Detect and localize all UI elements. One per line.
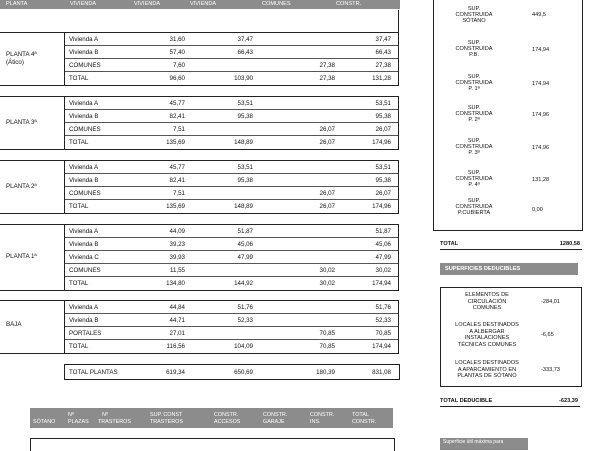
total-plantas-row: TOTAL PLANTAS 619,34 650,69 180,39 831,08 bbox=[64, 364, 400, 380]
header-planta: PLANTA bbox=[6, 1, 28, 7]
table-row: COMUNES 7,51 26,07 26,07 bbox=[65, 187, 398, 200]
superficie-maxima-header: Superficie útil máxima para bbox=[440, 438, 528, 450]
planta-label: PLANTA 1ª bbox=[6, 253, 37, 260]
resumen-total: TOTAL 1280,58 bbox=[440, 240, 582, 250]
table-row: Vivienda A 44,84 51,76 51,76 bbox=[65, 301, 398, 314]
table-row: PORTALES 27,01 70,85 70,85 bbox=[65, 327, 398, 340]
table-row: Vivienda A 45,77 53,51 53,51 bbox=[65, 97, 398, 110]
resumen-item: SUP. CONSTRUIDA P. 4ª bbox=[455, 170, 493, 188]
resumen-item: SUP. CONSTRUIDA SÓTANO bbox=[455, 6, 493, 24]
planta-2-block bbox=[0, 160, 399, 214]
table-row-total: TOTAL 135,69 148,89 26,07 174,96 bbox=[69, 203, 391, 210]
planta-label: PLANTA 2ª bbox=[6, 183, 37, 190]
header-constr: CONSTR. bbox=[336, 1, 362, 7]
table-row-total: TOTAL 135,69 148,89 26,07 174,96 bbox=[69, 139, 391, 146]
sotano-header: SÓTANO Nº PLAZAS Nº TRASTEROS SUP. CONST TRASTEROS CONSTR. ACCESOS CONSTR. GARAJE CONSTR. INS. TOTAL CONSTR. bbox=[30, 408, 393, 428]
planta-baja-block bbox=[0, 300, 399, 354]
deducibles-box: ELEMENTOS DE CIRCULACIÓN COMUNES -284,01 LOCALES DESTINADOS A ALBERGAR INSTALACIONES TÉCNICAS COMUNES -6,65 LOCALES DESTINADOS A APARCAMIENTO EN PLANTAS DE SÓTANO -333,73 bbox=[440, 287, 582, 387]
table-row: Vivienda C 39,93 47,99 47,99 bbox=[65, 251, 398, 264]
table-row: COMUNES 11,55 30,02 30,02 bbox=[65, 264, 398, 277]
table-row: Vivienda A 31,60 37,47 37,47 bbox=[65, 33, 398, 46]
header-vivienda: VIVIENDA bbox=[70, 1, 97, 7]
resumen-item: SUP. CONSTRUIDA P. 3ª bbox=[455, 138, 493, 156]
planta-4-block bbox=[0, 32, 399, 86]
deducible-item: LOCALES DESTINADOS A ALBERGAR INSTALACIONES TÉCNICAS COMUNES bbox=[455, 322, 519, 348]
resumen-item: SUP. CONSTRUIDA P.CUBIERTA bbox=[455, 198, 493, 216]
table-row-total: TOTAL 116,56 104,09 70,85 174,94 bbox=[69, 343, 391, 350]
table-row: COMUNES 7,60 27,38 27,38 bbox=[65, 59, 398, 72]
deducibles-header: SUPERFICIES DEDUCIBLES bbox=[440, 263, 578, 275]
resumen-item: SUP. CONSTRUIDA P. 1ª bbox=[455, 74, 493, 92]
resumen-item: SUP. CONSTRUIDA P.B. bbox=[455, 40, 493, 58]
resumen-box: SUP. CONSTRUIDA SÓTANO 449,5 SUP. CONSTRUIDA P.B. 174,94 SUP. CONSTRUIDA P. 1ª 174,94 SUP. CONSTRUIDA P. 2ª 174,96 SUP. CONSTRUIDA P. 3ª 174,96 SUP. CONSTRUIDA P. 4ª 131,28 SUP. CONSTRUIDA P.CUBIERTA 0,00 bbox=[433, 0, 583, 231]
table-row: Vivienda B 44,71 52,33 52,33 bbox=[65, 314, 398, 327]
resumen-item: SUP. CONSTRUIDA P. 2ª bbox=[455, 105, 493, 123]
header-comunes: COMUNES bbox=[262, 1, 291, 7]
table-row: Vivienda A 44,09 51,87 51,87 bbox=[65, 225, 398, 238]
table-row: Vivienda B 57,40 66,43 66,43 bbox=[65, 46, 398, 59]
planta-label: PLANTA 4ª (Ático) bbox=[6, 51, 37, 66]
planta-label: PLANTA 3ª bbox=[6, 119, 37, 126]
deducible-item: LOCALES DESTINADOS A APARCAMIENTO EN PLANTAS DE SÓTANO bbox=[455, 360, 519, 379]
table-header bbox=[0, 0, 400, 9]
table-row: Vivienda B 39,23 45,06 45,06 bbox=[65, 238, 398, 251]
table-row: COMUNES 7,51 26,07 26,07 bbox=[65, 123, 398, 136]
total-deducible: TOTAL DEDUCIBLE -623,39 bbox=[440, 397, 580, 407]
table-row-total: TOTAL 96,60 103,90 27,38 131,28 bbox=[69, 75, 391, 82]
table-row: Vivienda B 82,41 95,38 95,38 bbox=[65, 174, 398, 187]
table-row: Vivienda B 82,41 95,38 95,38 bbox=[65, 110, 398, 123]
deducible-item: ELEMENTOS DE CIRCULACIÓN COMUNES bbox=[465, 292, 509, 311]
sotano-row bbox=[30, 438, 395, 451]
planta-3-block bbox=[0, 96, 399, 150]
planta-1-block bbox=[0, 224, 399, 291]
table-row-total: TOTAL 134,80 144,92 30,02 174,94 bbox=[69, 280, 391, 287]
table-row: Vivienda A 45,77 53,51 53,51 bbox=[65, 161, 398, 174]
header-vivienda-const: VIVIENDA bbox=[190, 1, 217, 7]
planta-label: BAJA bbox=[6, 321, 22, 328]
header-vivienda-util: VIVIENDA bbox=[134, 1, 161, 7]
spacer bbox=[0, 10, 399, 32]
